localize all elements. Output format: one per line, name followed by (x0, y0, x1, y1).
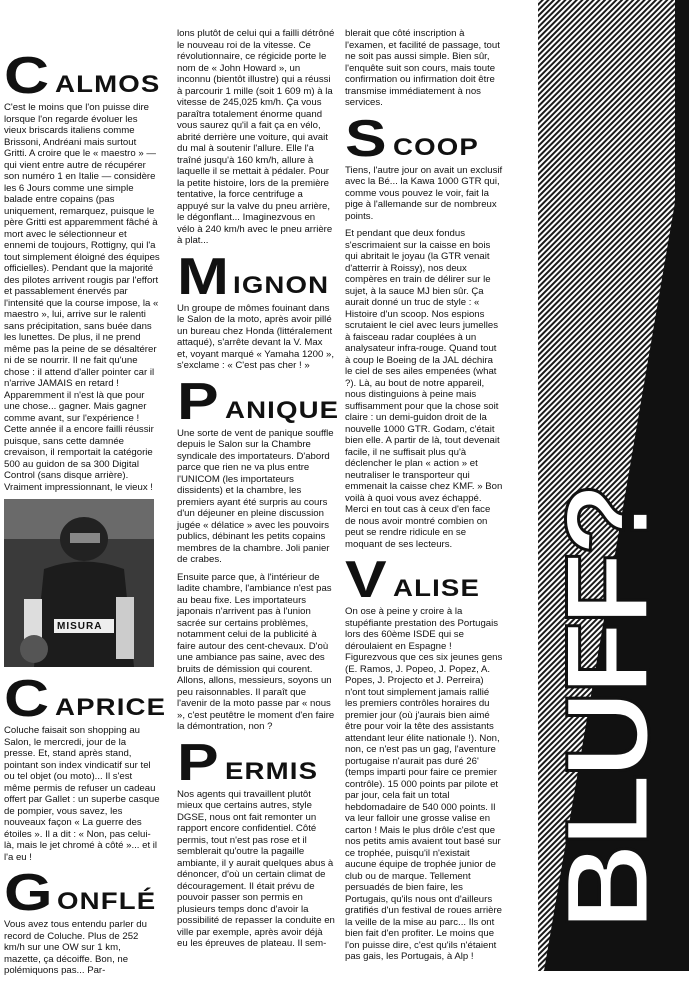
heading-rest: ONFLÉ (57, 888, 157, 915)
column-3 (345, 0, 503, 969)
article-scoop-body-2: Et pendant que deux fondus s'escrimaient sur la caisse en bois qui abritait le joyau (la GTR venait d'atterrir à Roissy), nos deux compères en train de délirer sur le sujet, à la sauce MJ bien sûr. Ça aurait donné un truc de style : « Histoire d'un scoop. Nos espions scrutaient le ciel avec leurs jumelles à faisceau radar couplées à un analysateur infra-rouge. Quand tout à coup le Boeing de la JAL déchira le ciel de ses ailes empenées (what ?). Là, au bout de notre appareil, nous distinguions à peine mais suffisamment pour que la chose soit claire : un demi-guidon droit de la nouvelle 1000 GTR. Godam, c'était bien elle. A partir de là, tout devenait facile, il ne suffisait plus qu'à déclencher le plan « action » et neutraliser le transporteur qui emmenait la caisse chez KMF. » Bon voilà à quoi vous avez échappé. Merci en tout cas à ceux d'en face de nous avoir montré combien on peut se rendre ridicule en se moquant de ses lecteurs. (345, 228, 503, 550)
heading-rest: ALMOS (54, 71, 160, 98)
banner-graphic (530, 0, 689, 971)
heading-initial: V (345, 551, 386, 609)
bluff-banner (530, 0, 689, 971)
article-calmos-body: C'est le moins que l'on puisse dire lorsque l'on regarde évoluer les vieux briscards italiens comme Brissoni, Andréani mais surtout Gritti. A croire que le « maestro » — qui vient entre autre de récupérer son numéro 1 en Italie — considère les 6 Jours comme une simple balade entre copains (pas uniquement, remarquez, puisque le père Gritti est apparemment fâché à mort avec le sélectionneur et ennemi de toujours, Rottigny, qui l'a tout simplement éloigné des équipes officielles). Pendant que la majorité des pilotes arrivent rougis par l'effort et passablement énervés par l'intensité que la course impose, la « maestro », lui, arrive sur le ralenti sans précipitation, sans buée dans les lunettes. De plus, il ne prend même pas la peine de se désaltérer ni de se nourrir. Il ne fait qu'une chose : il attend d'aller pointer car il n'arrive JAMAIS en retard ! Apparemment il n'est là que pour une chose... gagner. Mais gagner comme avant, sur l'expérience ! Cette année il a encore failli réussir puisque, sans cette damnée crevaison, il remportait la catégorie 500 au guidon de sa 300 Digital Control (sans disque arrière). Vraiment impressionnant, le vieux ! (4, 102, 160, 493)
heading-calmos (4, 47, 160, 105)
heading-scoop (345, 109, 503, 168)
article-scoop-body-1: Tiens, l'autre jour on avait un exclusif avec la Bé... la Kawa 1000 GTR qui, comme vous pouvez le voir, fait la pige à l'allemande sur de nombreux points. (345, 164, 503, 222)
heading-initial: M (177, 247, 228, 306)
heading-initial: S (345, 109, 386, 168)
article-valise-body: On ose à peine y croire à la stupéfiante prestation des Portugais lors des 60ème ISDE qui se déroulaient en Espagne ! Figurezvous que ces six jeunes gens (E. Ramos, J. Popeo, J. Popez, A. Popes, J. Projecto et J. Perreira) n'ont tout simplement jamais rallié les premiers contrôles horaires du premier jour (où j'aurais bien aimé être pour voir la tête des assistants attendant leur élite nationale !). Non, non, ce n'est pas un gag, l'aventure portugaise n'aurait pas duré 26' (temps imparti pour faire ce premier contrôle). 15 000 points par pilote et par jour, cela fait un total hebdomadaire de 540 000 points. Il va leur falloir une grosse valise en carton ! Mais le plus drôle c'est que nos petits amis avaient tout basé sur ce trophée, puisqu'il n'existait aucune équipe de trophée junior de club ou de marque. Tellement persuadés de bien faire, les Portugais, qu'ils nous ont d'ailleurs gratifiés d'un festival de roues arrière la veille de la mise au parc... Ils ont bien fait d'en profiter. Le moins que l'on puisse dire, c'est qu'ils n'étaient pas gais, les Portugais, à Alp ! (345, 606, 503, 962)
banner-title: BLUFF? (542, 486, 674, 930)
article-permis-body: Nos agents qui travaillent plutôt mieux que certains autres, style DGSE, nous ont fait remonter un rapport encore confidentiel. Côté permis, tout n'est pas rose et il semblerait qu'outre la pagaille ambiante, il y aurait quelques abus à dénoncer, d'où un certain climat de découragement. Il était prévu de pouvoir passer son permis en plusieurs temps donc d'avoir la possibilité de repasser la conduite en ville par exemple, après avoir déjà eu les épreuves de plateau. Il sem- (177, 788, 335, 949)
heading-initial: P (177, 733, 218, 792)
heading-rest: APRICE (54, 694, 166, 721)
heading-rest: IGNON (233, 271, 330, 299)
article-permis-continued: blerait que côté inscription à l'examen, et facilité de passage, tout ne soit pas aussi simple. Bien sûr, l'enquête suit son cours, mais toute confirmation ou infirmation doit être transmise immédiatement à nos services. (345, 28, 500, 108)
photo-label: MISURA (57, 621, 103, 632)
heading-rest: ALISE (392, 575, 480, 602)
heading-initial: G (4, 864, 52, 922)
column-1 (4, 0, 166, 983)
heading-initial: P (177, 372, 218, 431)
heading-mignon (177, 247, 335, 306)
article-mignon-body: Un groupe de mômes fouinant dans le Salon de la moto, après avoir pillé un bureau chez Honda (littéralement attaqué), s'arrête devant la V. Max et, voyant marqué « Yamaha 1200 », s'exclame : « C'est pas cher ! » (177, 302, 334, 371)
heading-initial: C (4, 47, 48, 105)
column-2 (177, 0, 339, 956)
heading-rest: ANIQUE (224, 396, 339, 424)
article-gonfle-continued: lons plutôt de celui qui a failli détrôné le nouveau roi de la vitesse. Ce révolutionnaire, ce régicide porte le nom de « John Howard », un inconnu (bientôt illustre) qui a réussi à parcourir 1 mille (soit 1 609 m) à la vitesse de 245,025 km/h. Ça vous paraîtra totalement énorme quand vous saurez qu'il a fait ça en vélo, abrité derrière une voiture, qui avait du mal à soutenir l'allure. Elle l'a traîné jusqu'à 160 km/h, allure à laquelle il se mettait à pédaler. Pour la petite histoire, lors de la première tentative, la force centrifuge a appuyé sur la valve du pneu arrière, le dégonflant... Imaginezvous en vélo à 240 km/h avec le pneu arrière à plat... (177, 28, 335, 246)
heading-gonfle (4, 864, 160, 922)
heading-panique (177, 372, 339, 431)
article-panique-body-1: Une sorte de vent de panique souffle depuis le Salon sur la Chambre syndicale des importateurs. D'abord parce que rien ne va plus entre l'UNICOM (les importateurs dissidents) et la chambre, les premiers ayant été surpris au cours d'un déjeuner en pleine discussion jugée « délatice » avec les pouvoirs publics, débinant les petits copains membres de la chambre. Joli panier de crabes. (177, 427, 334, 565)
photo-rider (4, 499, 154, 667)
article-gonfle-body: Vous avez tous entendu parler du record de Coluche. Plus de 252 km/h sur une OW sur 1 km, mazette, ça décoiffe. Bon, ne polémiquons pas... Par- (4, 919, 147, 976)
article-panique-body-2: Ensuite parce que, à l'intérieur de ladite chambre, l'ambiance n'est pas au beau fixe. Les importateurs japonais n'arrivent pas à l'union sacrée sur certains problèmes, notamment celui de la publicité à faire autour des cent-chevaux. D'où une ambiance pas saine, avec des bruits de démission qui courent. Allons, allons, messieurs, soyons un peu raisonnables. Il paraît que l'avenir de la moto passe par « nous », c'est peutêtre le moment d'en faire la démontration, non ? (177, 571, 335, 732)
rider-photo-image (4, 499, 154, 667)
heading-permis (177, 733, 335, 792)
heading-initial: C (4, 670, 48, 728)
article-caprice-body: Coluche faisait son shopping au Salon, le mercredi, jour de la presse. Et, stand après stand, pointant son index vindicatif sur tel ou tel objet (ou moto)... Il s'est même permis de refuser un cadeau offert par Gallet : un superbe casque de pompier, vous savez, les nouveaux façon « La guerre des étoiles ». Il a dit : « Non, pas celui-là, mais le jet chromé à côté »... et il l'a eu ! (4, 725, 160, 863)
heading-rest: ERMIS (224, 757, 318, 785)
heading-caprice (4, 670, 166, 728)
heading-rest: COOP (392, 133, 479, 161)
heading-valise (345, 551, 503, 609)
